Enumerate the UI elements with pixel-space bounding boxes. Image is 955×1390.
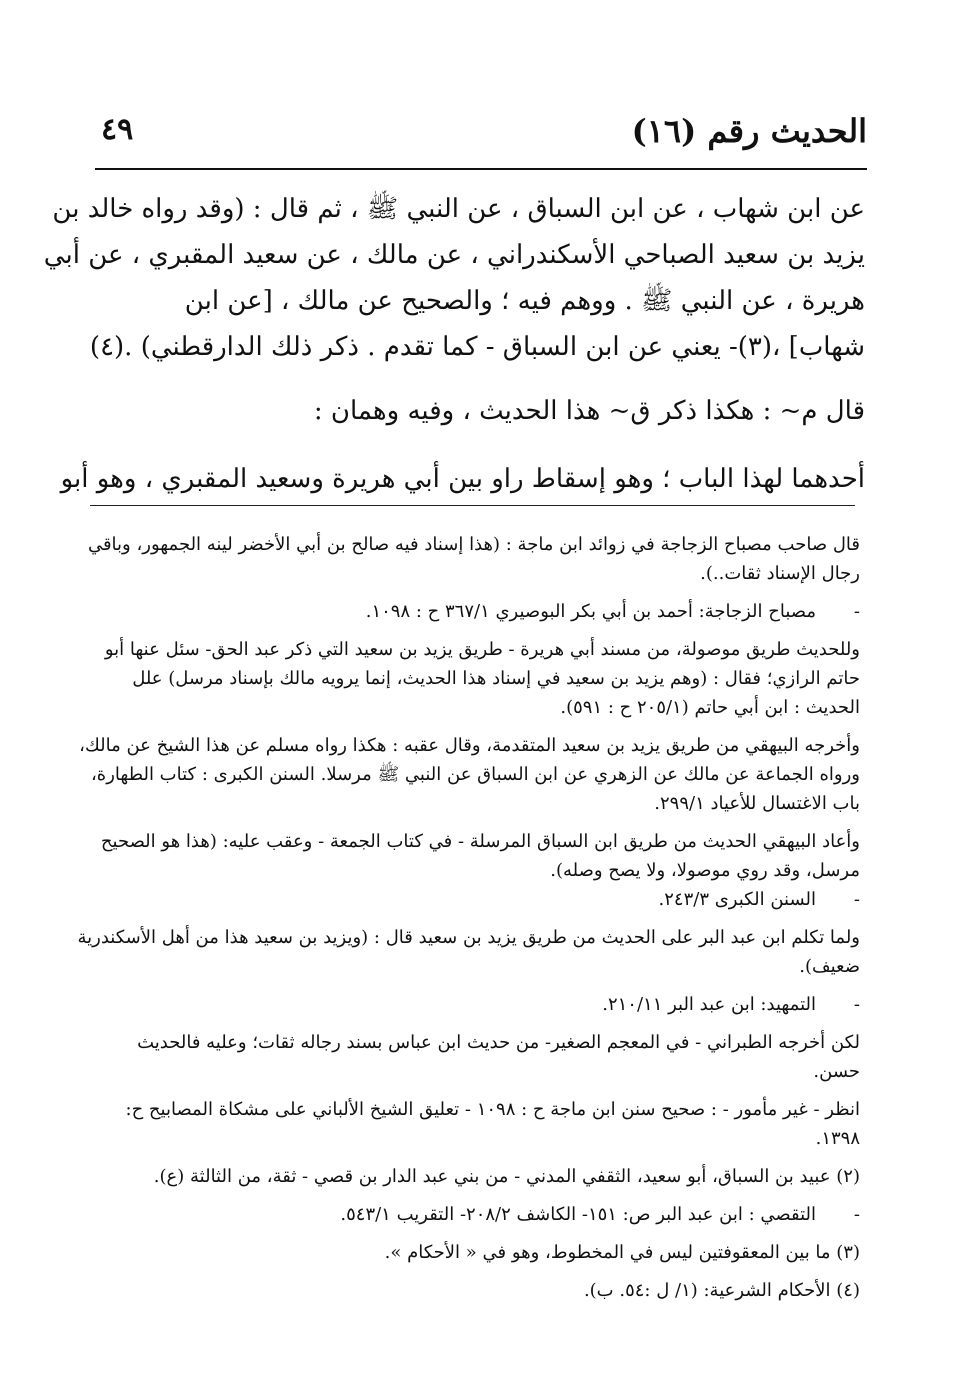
footnote-line: (٣) ما بين المعقوفتين ليس في المخطوط، وهو في « الأحكام ».	[384, 1242, 860, 1263]
main-line: يزيد بن سعيد الصباحي الأسكندراني ، عن مالك ، عن سعيد المقبري ، عن أبي	[43, 240, 865, 270]
footnote-line: ١٣٩٨.	[815, 1128, 860, 1149]
page-number: ٤٩	[101, 112, 134, 147]
footnote-line: وأخرجه البيهقي من طريق يزيد بن سعيد المتقدمة، وقال عقبه : هكذا رواه مسلم عن هذا الشيخ عن مالك،	[79, 735, 860, 756]
footnote-line: لكن أخرجه الطبراني - في المعجم الصغير- من حديث ابن عباس بسند رجاله ثقات؛ وعليه فالحديث	[137, 1032, 860, 1053]
footnote-line: ورواه الجماعة عن مالك عن الزهري عن ابن السباق عن النبي ﷺ مرسلا. السنن الكبرى : كتاب الطهارة،	[90, 764, 860, 785]
footnote-line: (٤) الأحكام الشرعية: (١/ ل :٥٤. ب).	[583, 1280, 860, 1301]
footnote-line: -التقصي : ابن عبد البر ص: ١٥١- الكاشف ٢٠٨/٢- التقريب ٥٤٣/١.	[340, 1204, 860, 1225]
footnote-line: حاتم الرازي؛ فقال : (وهم يزيد بن سعيد في إسناد هذا الحديث، إنما يرويه مالك بإسناد مرسل) علل	[132, 668, 860, 689]
footnote-line: (٢) عبيد بن السباق، أبو سعيد، الثقفي المدني - من بني عبد الدار بن قصي - ثقة، من الثالثة (ع).	[153, 1166, 860, 1187]
chapter-title: الحديث رقم (١٦)	[631, 112, 867, 150]
footnote-line: -مصباح الزجاجة: أحمد بن أبي بكر البوصيري ٣٦٧/١ ح : ١٠٩٨.	[365, 601, 860, 622]
footnote-line: الحديث : ابن أبي حاتم (٢٠٥/١ ح : ٥٩١).	[560, 697, 860, 718]
footnote-line: رجال الإسناد ثقات..).	[700, 563, 860, 584]
main-line: عن ابن شهاب ، عن ابن السباق ، عن النبي ﷺ ، ثم قال : (وقد رواه خالد بن	[52, 194, 865, 224]
footnote-line: قال صاحب مصباح الزجاجة في زوائد ابن ماجة : (هذا إسناد فيه صالح بن أبي الأخضر لينه الجمهور، وباقي	[87, 534, 860, 555]
footnote-line: -السنن الكبرى ٢٤٣/٣.	[658, 889, 860, 910]
footnote-line: وأعاد البيهقي الحديث من طريق ابن السباق المرسلة - في كتاب الجمعة - وعقب عليه: (هذا هو الصحيح	[100, 831, 860, 852]
main-line: قال م~ : هكذا ذكر ق~ هذا الحديث ، وفيه وهمان :	[313, 396, 865, 426]
main-line: شهاب] ،(٣)- يعني عن ابن السباق - كما تقدم . ذكر ذلك الدارقطني) .(٤)	[89, 332, 865, 362]
footnote-line: وللحديث طريق موصولة، من مسند أبي هريرة - طريق يزيد بن سعيد التي ذكر عبد الحق- سئل عنها أبو	[104, 639, 860, 660]
footnote-line: -التمهيد: ابن عبد البر ٢١٠/١١.	[602, 994, 860, 1015]
footnote-line: مرسل، وقد روي موصولا، ولا يصح وصله).	[550, 860, 860, 881]
footnote-line: حسن.	[813, 1061, 860, 1082]
page-header	[95, 108, 867, 170]
footnotes	[77, 530, 860, 1305]
footnote-line: باب الاغتسال للأعياد ٢٩٩/١.	[654, 793, 860, 814]
footnote-line: ضعيف).	[799, 956, 860, 977]
main-text	[43, 186, 865, 502]
main-line: هريرة ، عن النبي ﷺ . ووهم فيه ؛ والصحيح عن مالك ، [عن ابن	[184, 286, 865, 316]
footnote-line: ولما تكلم ابن عبد البر على الحديث من طريق يزيد بن سعيد قال : (ويزيد بن سعيد هذا من أهل الأسكندرية	[77, 927, 860, 948]
footnote-separator	[90, 505, 855, 506]
main-line: أحدهما لهذا الباب ؛ وهو إسقاط راو بين أبي هريرة وسعيد المقبري ، وهو أبو	[60, 464, 865, 494]
footnote-line: انظر - غير مأمور - : صحيح سنن ابن ماجة ح : ١٠٩٨ - تعليق الشيخ الألباني على مشكاة المصابيح ح:	[125, 1099, 860, 1120]
